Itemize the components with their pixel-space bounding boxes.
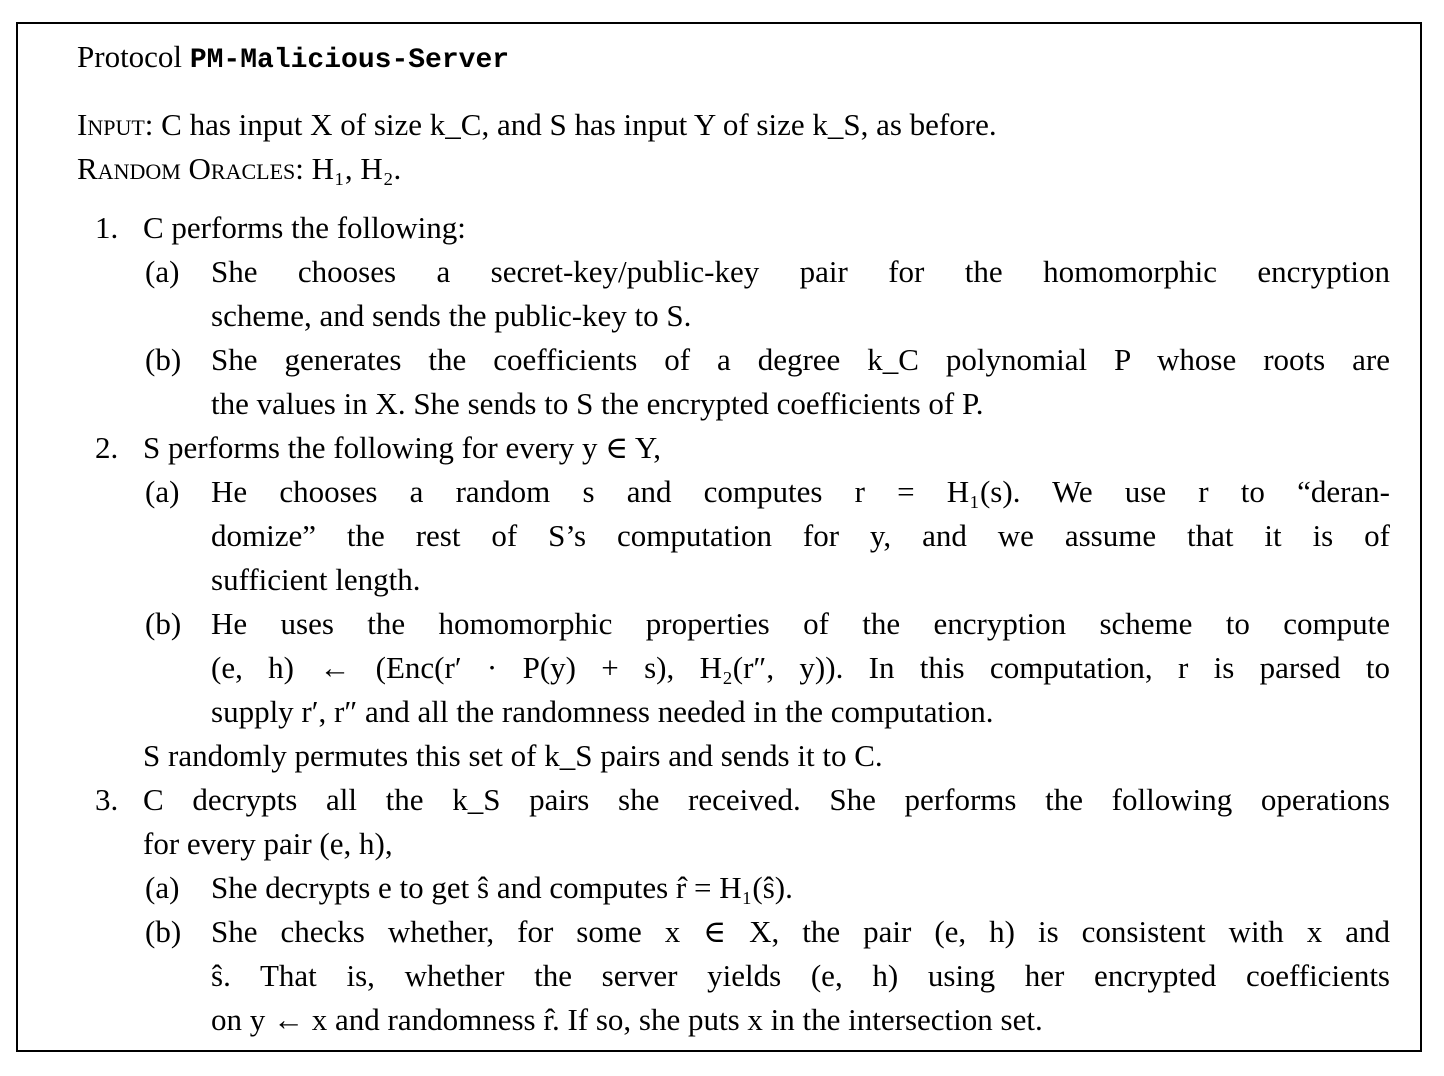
step-label: (b) bbox=[145, 342, 182, 377]
step-text-line: She generates the coefficients of a degree k_C polynomial P whose roots are bbox=[211, 342, 1390, 377]
step-text-line: C performs the following: bbox=[143, 210, 466, 245]
step-text-line: She decrypts e to get ŝ and computes r̂ = H₁(ŝ). bbox=[211, 870, 793, 905]
step-label: 3. bbox=[95, 782, 119, 817]
step-text-line: domize” the rest of S’s computation for y, and we assume that it is of bbox=[211, 518, 1390, 553]
input-line bbox=[77, 103, 997, 147]
protocol-name: PM-Malicious-Server bbox=[189, 45, 510, 76]
title-prefix: Protocol bbox=[77, 39, 183, 74]
step-text-line: sufficient length. bbox=[211, 562, 421, 597]
step-text-line: She chooses a secret-key/public-key pair for the homomorphic encryption bbox=[211, 254, 1390, 289]
step-text-line: C decrypts all the k_S pairs she received. She performs the following operations bbox=[143, 782, 1390, 817]
oracles-label: Random Oracles: bbox=[77, 151, 304, 186]
step-label: (b) bbox=[145, 914, 182, 949]
step-label: (b) bbox=[145, 606, 182, 641]
step-label: (a) bbox=[145, 870, 180, 905]
step-text-line: S performs the following for every y ∈ Y, bbox=[143, 430, 661, 465]
step-text-line: on y ← x and randomness r̂. If so, she puts x in the intersection set. bbox=[211, 1002, 1043, 1037]
step-label: (a) bbox=[145, 474, 180, 509]
step-text-line: for every pair (e, h), bbox=[143, 826, 393, 861]
step-text-line: the values in X. She sends to S the encrypted coefficients of P. bbox=[211, 386, 984, 421]
step-text-line: ŝ. That is, whether the server yields (e, h) using her encrypted coefficients bbox=[211, 958, 1390, 993]
oracles-text: H₁, H₂. bbox=[311, 151, 402, 186]
step-text-line: He uses the homomorphic properties of the encryption scheme to compute bbox=[211, 606, 1390, 641]
step-label: 2. bbox=[95, 430, 119, 465]
protocol-title bbox=[77, 35, 509, 79]
step-text-line: She checks whether, for some x ∈ X, the pair (e, h) is consistent with x and bbox=[211, 914, 1390, 949]
step-label: (a) bbox=[145, 254, 180, 289]
oracles-line bbox=[77, 147, 401, 191]
step-label: 1. bbox=[95, 210, 119, 245]
step-text-line: scheme, and sends the public-key to S. bbox=[211, 298, 692, 333]
step-text-line: (e, h) ← (Enc(r′ · P(y) + s), H₂(r″, y)). In this computation, r is parsed to bbox=[211, 650, 1390, 685]
input-label: Input: bbox=[77, 107, 154, 142]
step-text-line: supply r′, r″ and all the randomness needed in the computation. bbox=[211, 694, 994, 729]
step-text-line: He chooses a random s and computes r = H₁(s). We use r to “deran- bbox=[211, 474, 1390, 509]
input-text: C has input X of size k_C, and S has input Y of size k_S, as before. bbox=[161, 107, 997, 142]
step-text-line: S randomly permutes this set of k_S pairs and sends it to C. bbox=[143, 738, 883, 773]
